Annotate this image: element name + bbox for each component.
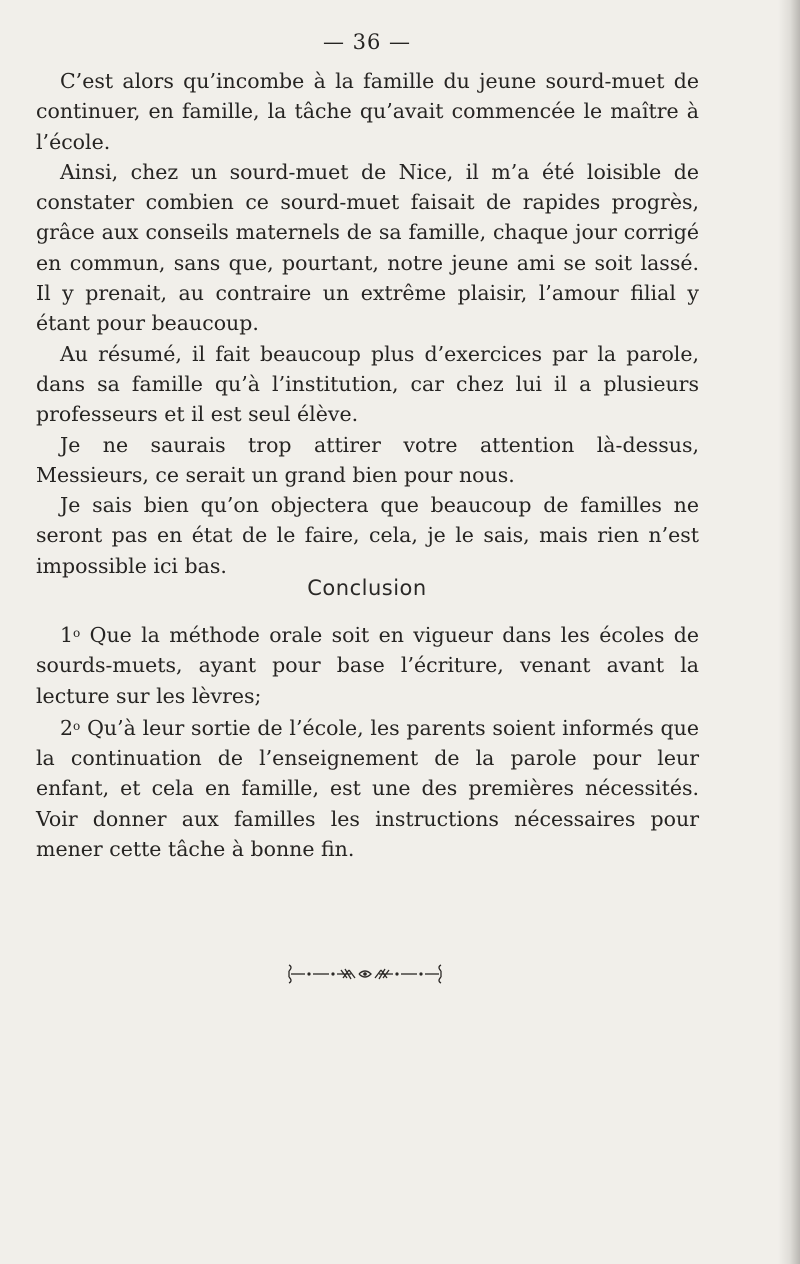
- paragraph: C’est alors qu’incombe à la famille du jeune sourd-muet de continuer, en famille, la tâche qu’avait commencée le maître à l’école.: [36, 69, 699, 154]
- ordinal-marker: o: [73, 718, 81, 733]
- paragraph: Je ne saurais trop attirer votre attention là-dessus, Messieurs, ce serait un grand bien pour nous.: [36, 432, 699, 487]
- paragraph: Je sais bien qu’on objectera que beaucoup de familles ne seront pas en état de le faire, cela, je le sais, mais rien n’est impossible ici bas.: [36, 493, 699, 578]
- item-text: Qu’à leur sortie de l’école, les parents soient informés que la continuation de l’enseignement de la parole pour leur enfant, et cela en famille, est une des premières nécessités. Voir donner aux familles les instructions nécessaires pour mener cette tâche à bonne fin.: [36, 715, 699, 862]
- conclusion-item: [36, 711, 699, 864]
- section-heading: Conclusion: [307, 576, 427, 600]
- page-number: — 36 —: [322, 30, 412, 54]
- ordinal-marker: o: [73, 626, 81, 640]
- item-text: Que la méthode orale soit en vigueur dans les écoles de sourds-muets, ayant pour base l’écriture, venant avant la lecture sur les lèvres;: [36, 623, 699, 708]
- page-edge-shadow: [778, 0, 800, 1264]
- paragraph: Ainsi, chez un sourd-muet de Nice, il m’a été loisible de constater combien ce sourd-muet faisait de rapides progrès, grâce aux conseils maternels de sa famille, chaque jour corrigé en commun, sans que, pourtant, notre jeune ami se soit lassé. Il y prenait, au contraire un extrême plaisir, l’amour filial y étant pour beaucoup.: [36, 159, 699, 336]
- end-of-text-fleuron-icon: [285, 962, 445, 986]
- paragraph: Au résumé, il fait beaucoup plus d’exercices par la parole, dans sa famille qu’à l’institution, car chez lui il a plusieurs professeurs et il est seul élève.: [36, 341, 699, 427]
- item-number: 2: [60, 715, 74, 740]
- item-number: 1: [60, 623, 74, 647]
- body-text: [36, 66, 699, 581]
- conclusion-item: [36, 618, 699, 711]
- conclusion-list: [36, 618, 699, 864]
